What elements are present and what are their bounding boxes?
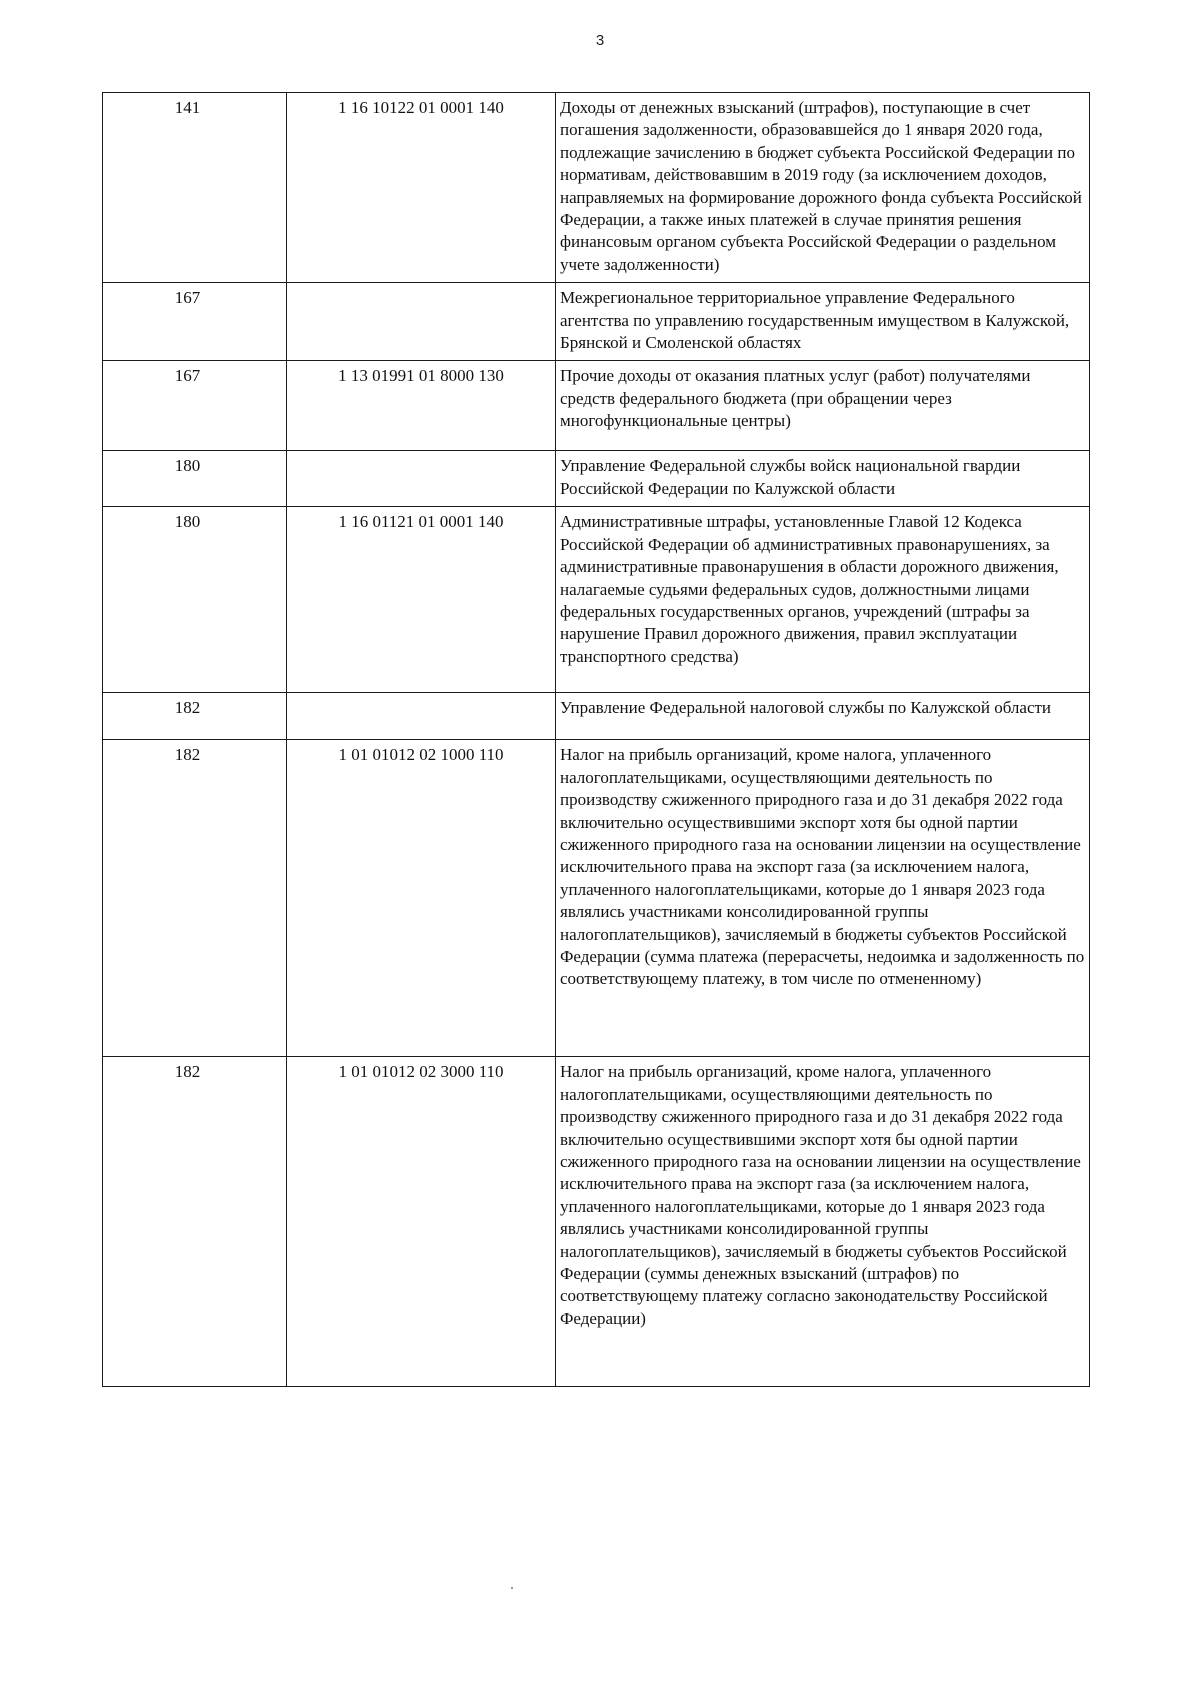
table-row <box>103 507 1090 693</box>
admin-code-cell: 167 <box>103 283 287 361</box>
revenue-name-cell: Доходы от денежных взысканий (штрафов), поступающие в счет погашения задолженности, образовавшейся до 1 января 2020 года, подлежащие зачислению в бюджет субъекта Российской Федерации по нормативам, действовавшим в 2019 году (за исключением доходов, направляемых на формирование дорожного фонда субъекта Российской Федерации, а также иных платежей в случае принятия решения финансовым органом субъекта Российской Федерации о раздельном учете задолженности) <box>556 93 1090 283</box>
scan-speck <box>511 1587 513 1589</box>
budget-code-cell: 1 01 01012 02 1000 110 <box>287 740 556 1057</box>
table-row <box>103 93 1090 283</box>
table-row <box>103 740 1090 1057</box>
revenue-name-cell: Административные штрафы, установленные Главой 12 Кодекса Российской Федерации об административных правонарушениях, за административные правонарушения в области дорожного движения, налагаемые судьями федеральных судов, должностными лицами федеральных государственных органов, учреждений (штрафы за нарушение Правил дорожного движения, правил эксплуатации транспортного средства) <box>556 507 1090 693</box>
revenue-name-cell: Налог на прибыль организаций, кроме налога, уплаченного налогоплательщиками, осуществляющими деятельность по производству сжиженного природного газа и до 31 декабря 2022 года включительно осуществившими экспорт хотя бы одной партии сжиженного природного газа на основании лицензии на осуществление исключительного права на экспорт газа (за исключением налога, уплаченного налогоплательщиками, которые до 1 января 2023 года являлись участниками консолидированной группы налогоплательщиков), зачисляемый в бюджеты субъектов Российской Федерации (сумма платежа (перерасчеты, недоимка и задолженность по соответствующему платежу, в том числе по отмененному) <box>556 740 1090 1057</box>
admin-code-cell: 182 <box>103 1057 287 1387</box>
revenue-name-cell: Управление Федеральной службы войск национальной гвардии Российской Федерации по Калужской области <box>556 451 1090 507</box>
admin-code-cell: 180 <box>103 507 287 693</box>
budget-code-cell: 1 16 10122 01 0001 140 <box>287 93 556 283</box>
budget-code-cell <box>287 451 556 507</box>
budget-code-cell <box>287 693 556 740</box>
table-row <box>103 1057 1090 1387</box>
revenue-codes-table <box>102 92 1090 1387</box>
table-row <box>103 361 1090 451</box>
revenue-name-cell: Управление Федеральной налоговой службы по Калужской области <box>556 693 1090 740</box>
admin-code-cell: 167 <box>103 361 287 451</box>
table-row <box>103 283 1090 361</box>
budget-code-cell: 1 01 01012 02 3000 110 <box>287 1057 556 1387</box>
admin-code-cell: 182 <box>103 693 287 740</box>
budget-code-cell: 1 16 01121 01 0001 140 <box>287 507 556 693</box>
revenue-name-cell: Налог на прибыль организаций, кроме налога, уплаченного налогоплательщиками, осуществляющими деятельность по производству сжиженного природного газа и до 31 декабря 2022 года включительно осуществившими экспорт хотя бы одной партии сжиженного природного газа на основании лицензии на осуществление исключительного права на экспорт газа (за исключением налога, уплаченного налогоплательщиками, которые до 1 января 2023 года являлись участниками консолидированной группы налогоплательщиков), зачисляемый в бюджеты субъектов Российской Федерации (суммы денежных взысканий (штрафов) по соответствующему платежу согласно законодательству Российской Федерации) <box>556 1057 1090 1387</box>
admin-code-cell: 180 <box>103 451 287 507</box>
table-row <box>103 693 1090 740</box>
revenue-name-cell: Прочие доходы от оказания платных услуг (работ) получателями средств федерального бюджета (при обращении через многофункциональные центры) <box>556 361 1090 451</box>
budget-code-cell: 1 13 01991 01 8000 130 <box>287 361 556 451</box>
revenue-name-cell: Межрегиональное территориальное управление Федерального агентства по управлению государственным имуществом в Калужской, Брянской и Смоленской областях <box>556 283 1090 361</box>
budget-code-cell <box>287 283 556 361</box>
admin-code-cell: 182 <box>103 740 287 1057</box>
admin-code-cell: 141 <box>103 93 287 283</box>
page-number: 3 <box>595 32 605 49</box>
table-row <box>103 451 1090 507</box>
